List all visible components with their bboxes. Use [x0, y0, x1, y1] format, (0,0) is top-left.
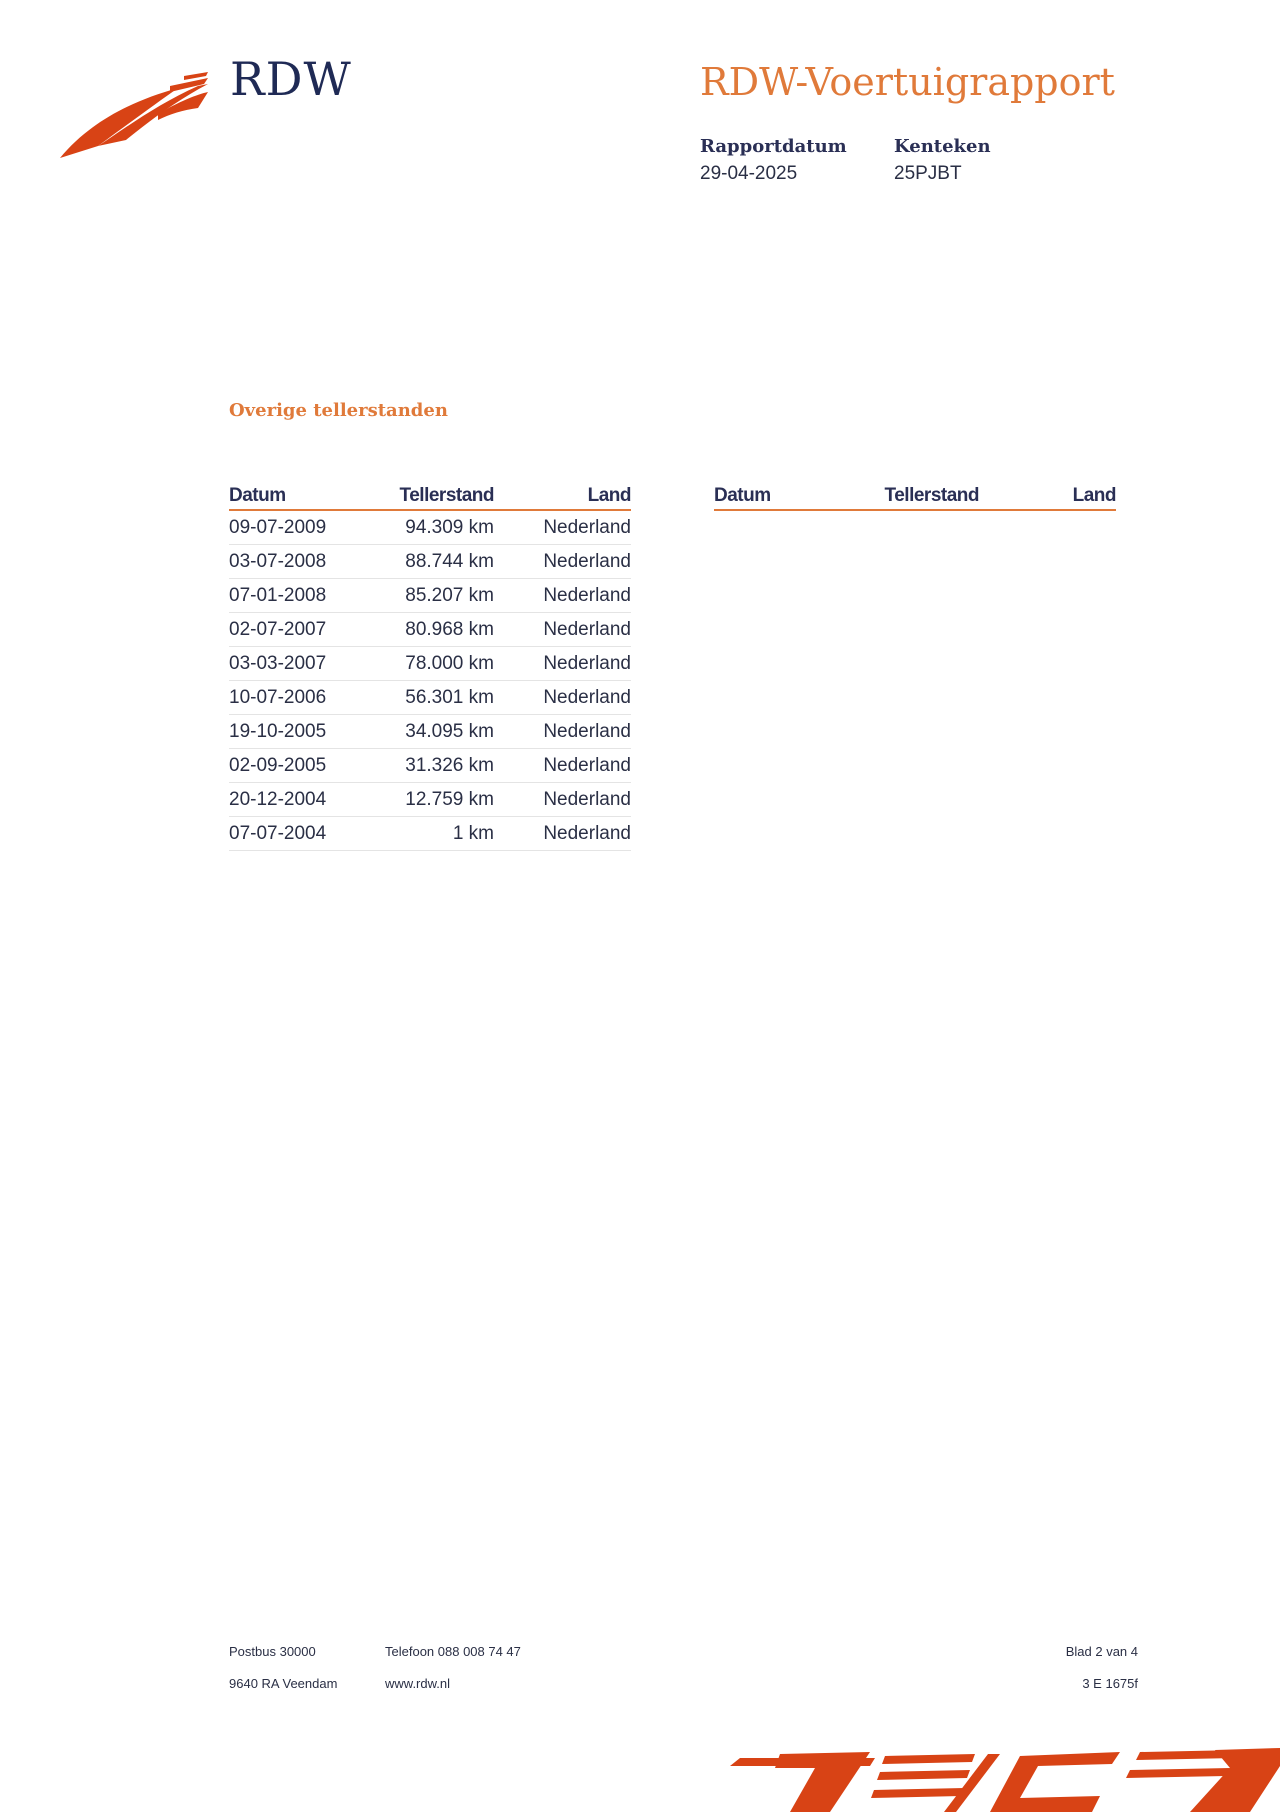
- cell-country: Nederland: [494, 647, 631, 681]
- odometer-table-right: [714, 485, 1116, 511]
- column-header-country: Land: [979, 485, 1116, 510]
- column-header-country: Land: [494, 485, 631, 510]
- cell-odometer: 31.326 km: [349, 749, 494, 783]
- footer-phone: Telefoon 088 008 74 47: [385, 1644, 521, 1659]
- footer-code: 3 E 1675f: [1082, 1676, 1138, 1691]
- table-row: [229, 510, 631, 545]
- cell-date: 19-10-2005: [229, 715, 349, 749]
- section-title: Overige tellerstanden: [229, 400, 448, 421]
- footer-address-line2: 9640 RA Veendam: [229, 1676, 338, 1691]
- cell-odometer: 34.095 km: [349, 715, 494, 749]
- cell-country: Nederland: [494, 510, 631, 545]
- cell-country: Nederland: [494, 783, 631, 817]
- column-header-date: Datum: [714, 485, 834, 510]
- cell-country: Nederland: [494, 749, 631, 783]
- footer-website[interactable]: www.rdw.nl: [385, 1676, 451, 1691]
- table-row: [229, 783, 631, 817]
- cell-odometer: 94.309 km: [349, 510, 494, 545]
- rdw-logo-icon: [58, 54, 228, 164]
- cell-date: 20-12-2004: [229, 783, 349, 817]
- cell-odometer: 78.000 km: [349, 647, 494, 681]
- cell-country: Nederland: [494, 715, 631, 749]
- cell-country: Nederland: [494, 579, 631, 613]
- table-header-row: [229, 485, 631, 510]
- cell-odometer: 1 km: [349, 817, 494, 851]
- table-header-row: [714, 485, 1116, 510]
- logo-text: RDW: [230, 52, 352, 106]
- cell-date: 09-07-2009: [229, 510, 349, 545]
- cell-date: 02-09-2005: [229, 749, 349, 783]
- cell-date: 03-07-2008: [229, 545, 349, 579]
- cell-date: 02-07-2007: [229, 613, 349, 647]
- cell-country: Nederland: [494, 545, 631, 579]
- cell-odometer: 85.207 km: [349, 579, 494, 613]
- table-row: [229, 749, 631, 783]
- report-date-value: 29-04-2025: [700, 163, 798, 184]
- cell-odometer: 12.759 km: [349, 783, 494, 817]
- odometer-table: [229, 485, 631, 851]
- cell-date: 07-01-2008: [229, 579, 349, 613]
- footer-address-line1: Postbus 30000: [229, 1644, 316, 1659]
- cell-odometer: 56.301 km: [349, 681, 494, 715]
- table-row: [229, 579, 631, 613]
- cell-country: Nederland: [494, 817, 631, 851]
- report-date-block: [700, 136, 847, 185]
- cell-odometer: 80.968 km: [349, 613, 494, 647]
- table-row: [229, 715, 631, 749]
- cell-country: Nederland: [494, 613, 631, 647]
- table-row: [229, 647, 631, 681]
- plate-label: Kenteken: [894, 136, 991, 157]
- plate-value: 25PJBT: [894, 163, 962, 184]
- column-header-odometer: Tellerstand: [349, 485, 494, 510]
- report-date-label: Rapportdatum: [700, 136, 847, 157]
- cell-date: 10-07-2006: [229, 681, 349, 715]
- report-title: RDW-Voertuigrapport: [700, 60, 1115, 104]
- table-row: [229, 545, 631, 579]
- table-row: [229, 817, 631, 851]
- column-header-odometer: Tellerstand: [834, 485, 979, 510]
- decorative-road-lines-icon: [720, 1740, 1280, 1812]
- column-header-date: Datum: [229, 485, 349, 510]
- plate-block: [894, 136, 991, 185]
- cell-country: Nederland: [494, 681, 631, 715]
- cell-date: 07-07-2004: [229, 817, 349, 851]
- footer-page-number: Blad 2 van 4: [1065, 1644, 1138, 1659]
- cell-date: 03-03-2007: [229, 647, 349, 681]
- table-row: [229, 681, 631, 715]
- table-row: [229, 613, 631, 647]
- cell-odometer: 88.744 km: [349, 545, 494, 579]
